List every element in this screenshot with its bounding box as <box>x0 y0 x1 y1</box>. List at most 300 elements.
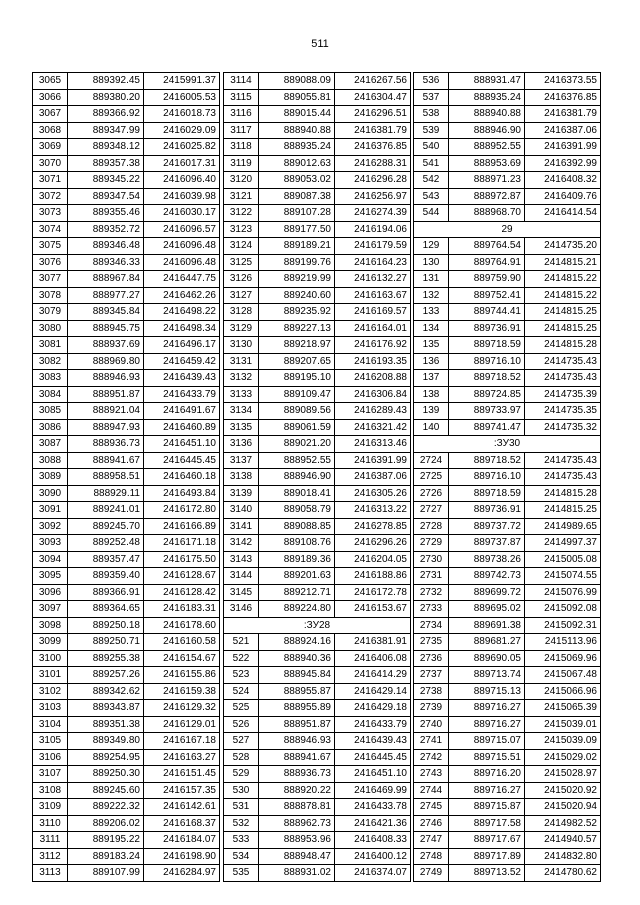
table-row <box>224 89 411 106</box>
point-number: 2725 <box>414 469 449 486</box>
y-coordinate: 2416208.88 <box>335 370 411 387</box>
table-row <box>414 419 601 436</box>
y-coordinate: 2416439.43 <box>335 733 411 750</box>
point-number: 137 <box>414 370 449 387</box>
point-number: 543 <box>414 188 449 205</box>
x-coordinate: 889219.99 <box>259 271 335 288</box>
x-coordinate: 888936.73 <box>68 436 144 453</box>
table-row <box>414 106 601 123</box>
table-row <box>33 551 220 568</box>
x-coordinate: 889681.27 <box>449 634 525 651</box>
y-coordinate: 2416188.86 <box>335 568 411 585</box>
table-row <box>33 518 220 535</box>
x-coordinate: 889352.72 <box>68 221 144 238</box>
y-coordinate: 2416128.67 <box>144 568 220 585</box>
table-row <box>33 749 220 766</box>
point-number: 541 <box>414 155 449 172</box>
y-coordinate: 2416005.53 <box>144 89 220 106</box>
y-coordinate: 2416129.01 <box>144 716 220 733</box>
point-number: 3110 <box>33 815 68 832</box>
y-coordinate: 2416128.42 <box>144 584 220 601</box>
point-number: 3130 <box>224 337 259 354</box>
point-number: 3099 <box>33 634 68 651</box>
table-row <box>224 568 411 585</box>
x-coordinate: 889195.10 <box>259 370 335 387</box>
point-number: 3086 <box>33 419 68 436</box>
point-number: 3132 <box>224 370 259 387</box>
point-number: 529 <box>224 766 259 783</box>
table-row <box>414 403 601 420</box>
y-coordinate: 2416288.31 <box>335 155 411 172</box>
table-row <box>224 485 411 502</box>
y-coordinate: 2414735.39 <box>525 386 601 403</box>
x-coordinate: 889345.84 <box>68 304 144 321</box>
table-row <box>33 287 220 304</box>
point-number: 3066 <box>33 89 68 106</box>
table-row <box>414 485 601 502</box>
table-row <box>414 139 601 156</box>
x-coordinate: 889737.72 <box>449 518 525 535</box>
table-row <box>33 271 220 288</box>
point-number: 3081 <box>33 337 68 354</box>
point-number: 3119 <box>224 155 259 172</box>
table-row <box>33 469 220 486</box>
table-row <box>224 766 411 783</box>
point-number: 524 <box>224 683 259 700</box>
point-number: 2747 <box>414 832 449 849</box>
y-coordinate: 2414815.22 <box>525 287 601 304</box>
table-row <box>33 403 220 420</box>
y-coordinate: 2416296.51 <box>335 106 411 123</box>
x-coordinate: 889718.59 <box>449 485 525 502</box>
x-coordinate: 888920.22 <box>259 782 335 799</box>
point-number: 3142 <box>224 535 259 552</box>
table-row <box>33 254 220 271</box>
y-coordinate: 2415092.08 <box>525 601 601 618</box>
y-coordinate: 2416429.14 <box>335 683 411 700</box>
y-coordinate: 2416029.09 <box>144 122 220 139</box>
point-number: 2738 <box>414 683 449 700</box>
table-row <box>414 172 601 189</box>
table-row <box>414 205 601 222</box>
x-coordinate: 889742.73 <box>449 568 525 585</box>
point-number: 521 <box>224 634 259 651</box>
table-row <box>414 601 601 618</box>
x-coordinate: 889736.91 <box>449 502 525 519</box>
x-coordinate: 889342.62 <box>68 683 144 700</box>
table-row <box>224 337 411 354</box>
x-coordinate: 888955.87 <box>259 683 335 700</box>
y-coordinate: 2416183.31 <box>144 601 220 618</box>
table-row <box>414 584 601 601</box>
table-row <box>33 601 220 618</box>
x-coordinate: 889764.91 <box>449 254 525 271</box>
table-row <box>33 832 220 849</box>
x-coordinate: 888962.73 <box>259 815 335 832</box>
point-number: 3104 <box>33 716 68 733</box>
y-coordinate: 2416445.45 <box>144 452 220 469</box>
x-coordinate: 889716.27 <box>449 700 525 717</box>
y-coordinate: 2414735.32 <box>525 419 601 436</box>
table-row <box>33 848 220 865</box>
x-coordinate: 889366.92 <box>68 106 144 123</box>
y-coordinate: 2414735.35 <box>525 403 601 420</box>
x-coordinate: 889201.63 <box>259 568 335 585</box>
x-coordinate: 889250.18 <box>68 617 144 634</box>
x-coordinate: 889695.02 <box>449 601 525 618</box>
table-row <box>224 73 411 90</box>
section-row <box>224 617 411 634</box>
x-coordinate: 889346.33 <box>68 254 144 271</box>
x-coordinate: 889252.48 <box>68 535 144 552</box>
table-row <box>414 518 601 535</box>
table-row <box>414 799 601 816</box>
y-coordinate: 2416381.91 <box>335 634 411 651</box>
y-coordinate: 2416391.99 <box>525 139 601 156</box>
point-number: 3124 <box>224 238 259 255</box>
x-coordinate: 889738.26 <box>449 551 525 568</box>
y-coordinate: 2414815.25 <box>525 304 601 321</box>
x-coordinate: 889195.22 <box>68 832 144 849</box>
y-coordinate: 2414735.43 <box>525 452 601 469</box>
coordinates-table-1 <box>32 72 220 882</box>
y-coordinate: 2416296.26 <box>335 535 411 552</box>
x-coordinate: 889227.13 <box>259 320 335 337</box>
y-coordinate: 2416462.26 <box>144 287 220 304</box>
x-coordinate: 889245.60 <box>68 782 144 799</box>
y-coordinate: 2415039.01 <box>525 716 601 733</box>
point-number: 526 <box>224 716 259 733</box>
point-number: 3080 <box>33 320 68 337</box>
y-coordinate: 2415029.02 <box>525 749 601 766</box>
y-coordinate: 2416296.28 <box>335 172 411 189</box>
y-coordinate: 2416376.85 <box>525 89 601 106</box>
table-row <box>33 617 220 634</box>
point-number: 3121 <box>224 188 259 205</box>
section-row <box>414 436 601 453</box>
table-row <box>414 848 601 865</box>
y-coordinate: 2416160.58 <box>144 634 220 651</box>
point-number: 3103 <box>33 700 68 717</box>
point-number: 2730 <box>414 551 449 568</box>
table-row <box>33 733 220 750</box>
point-number: 2724 <box>414 452 449 469</box>
x-coordinate: 888953.69 <box>449 155 525 172</box>
y-coordinate: 2416373.55 <box>525 73 601 90</box>
x-coordinate: 889255.38 <box>68 650 144 667</box>
x-coordinate: 889224.80 <box>259 601 335 618</box>
point-number: 3083 <box>33 370 68 387</box>
x-coordinate: 888935.24 <box>259 139 335 156</box>
table-row <box>224 469 411 486</box>
point-number: 3070 <box>33 155 68 172</box>
y-coordinate: 2414735.43 <box>525 353 601 370</box>
x-coordinate: 889715.51 <box>449 749 525 766</box>
x-coordinate: 889690.05 <box>449 650 525 667</box>
point-number: 2739 <box>414 700 449 717</box>
table-row <box>414 766 601 783</box>
y-coordinate: 2415069.96 <box>525 650 601 667</box>
x-coordinate: 889087.38 <box>259 188 335 205</box>
table-row <box>33 485 220 502</box>
y-coordinate: 2414780.62 <box>525 865 601 882</box>
x-coordinate: 889088.85 <box>259 518 335 535</box>
x-coordinate: 889355.46 <box>68 205 144 222</box>
table-row <box>414 320 601 337</box>
table-row <box>224 848 411 865</box>
section-label: :ЗУ30 <box>414 436 601 453</box>
point-number: 3089 <box>33 469 68 486</box>
table-row <box>414 271 601 288</box>
y-coordinate: 2416030.17 <box>144 205 220 222</box>
y-coordinate: 2415039.09 <box>525 733 601 750</box>
y-coordinate: 2416498.34 <box>144 320 220 337</box>
x-coordinate: 888971.23 <box>449 172 525 189</box>
table-row <box>33 353 220 370</box>
y-coordinate: 2416459.42 <box>144 353 220 370</box>
point-number: 3120 <box>224 172 259 189</box>
y-coordinate: 2414832.80 <box>525 848 601 865</box>
x-coordinate: 888952.55 <box>449 139 525 156</box>
point-number: 132 <box>414 287 449 304</box>
point-number: 544 <box>414 205 449 222</box>
x-coordinate: 889218.97 <box>259 337 335 354</box>
table-row <box>414 865 601 882</box>
x-coordinate: 888967.84 <box>68 271 144 288</box>
point-number: 3115 <box>224 89 259 106</box>
x-coordinate: 889744.41 <box>449 304 525 321</box>
x-coordinate: 888947.93 <box>68 419 144 436</box>
table-row <box>33 238 220 255</box>
point-number: 3107 <box>33 766 68 783</box>
point-number: 2736 <box>414 650 449 667</box>
point-number: 3122 <box>224 205 259 222</box>
point-number: 3126 <box>224 271 259 288</box>
point-number: 2740 <box>414 716 449 733</box>
y-coordinate: 2416429.18 <box>335 700 411 717</box>
x-coordinate: 888955.89 <box>259 700 335 717</box>
y-coordinate: 2416096.48 <box>144 238 220 255</box>
x-coordinate: 888948.47 <box>259 848 335 865</box>
x-coordinate: 889240.60 <box>259 287 335 304</box>
point-number: 3117 <box>224 122 259 139</box>
table-row <box>33 535 220 552</box>
table-row <box>224 601 411 618</box>
table-row <box>414 89 601 106</box>
y-coordinate: 2416169.57 <box>335 304 411 321</box>
point-number: 138 <box>414 386 449 403</box>
point-number: 3101 <box>33 667 68 684</box>
point-number: 135 <box>414 337 449 354</box>
table-row <box>33 568 220 585</box>
y-coordinate: 2416460.18 <box>144 469 220 486</box>
point-number: 3094 <box>33 551 68 568</box>
point-number: 3116 <box>224 106 259 123</box>
y-coordinate: 2416284.97 <box>144 865 220 882</box>
x-coordinate: 889713.74 <box>449 667 525 684</box>
point-number: 522 <box>224 650 259 667</box>
table-row <box>33 73 220 90</box>
y-coordinate: 2416460.89 <box>144 419 220 436</box>
y-coordinate: 2416313.46 <box>335 436 411 453</box>
x-coordinate: 888945.75 <box>68 320 144 337</box>
x-coordinate: 889257.26 <box>68 667 144 684</box>
y-coordinate: 2416381.79 <box>335 122 411 139</box>
table-row <box>224 650 411 667</box>
point-number: 540 <box>414 139 449 156</box>
table-row <box>414 188 601 205</box>
x-coordinate: 888931.02 <box>259 865 335 882</box>
x-coordinate: 889716.10 <box>449 353 525 370</box>
table-row <box>224 584 411 601</box>
table-row <box>414 73 601 90</box>
table-row <box>33 304 220 321</box>
x-coordinate: 889089.56 <box>259 403 335 420</box>
point-number: 2727 <box>414 502 449 519</box>
x-coordinate: 889359.40 <box>68 568 144 585</box>
point-number: 3096 <box>33 584 68 601</box>
table-row <box>414 238 601 255</box>
table-row <box>224 353 411 370</box>
x-coordinate: 888878.81 <box>259 799 335 816</box>
y-coordinate: 2415065.39 <box>525 700 601 717</box>
x-coordinate: 889018.41 <box>259 485 335 502</box>
y-coordinate: 2416387.06 <box>335 469 411 486</box>
point-number: 2744 <box>414 782 449 799</box>
section-row <box>414 221 601 238</box>
point-number: 3133 <box>224 386 259 403</box>
y-coordinate: 2416132.27 <box>335 271 411 288</box>
point-number: 3065 <box>33 73 68 90</box>
x-coordinate: 889724.85 <box>449 386 525 403</box>
point-number: 534 <box>224 848 259 865</box>
y-coordinate: 2416414.29 <box>335 667 411 684</box>
x-coordinate: 888937.69 <box>68 337 144 354</box>
table-row <box>33 89 220 106</box>
y-coordinate: 2416193.35 <box>335 353 411 370</box>
x-coordinate: 888951.87 <box>68 386 144 403</box>
point-number: 3102 <box>33 683 68 700</box>
point-number: 537 <box>414 89 449 106</box>
y-coordinate: 2416151.45 <box>144 766 220 783</box>
point-number: 3084 <box>33 386 68 403</box>
y-coordinate: 2416433.79 <box>335 716 411 733</box>
x-coordinate: 889718.59 <box>449 337 525 354</box>
x-coordinate: 889348.12 <box>68 139 144 156</box>
y-coordinate: 2416278.85 <box>335 518 411 535</box>
table-row <box>33 634 220 651</box>
x-coordinate: 889015.44 <box>259 106 335 123</box>
y-coordinate: 2416166.89 <box>144 518 220 535</box>
table-row <box>33 188 220 205</box>
x-coordinate: 889715.13 <box>449 683 525 700</box>
point-number: 3105 <box>33 733 68 750</box>
y-coordinate: 2416445.45 <box>335 749 411 766</box>
point-number: 3145 <box>224 584 259 601</box>
table-row <box>224 716 411 733</box>
y-coordinate: 2416321.42 <box>335 419 411 436</box>
x-coordinate: 889235.92 <box>259 304 335 321</box>
point-number: 532 <box>224 815 259 832</box>
point-number: 3125 <box>224 254 259 271</box>
x-coordinate: 889357.47 <box>68 551 144 568</box>
y-coordinate: 2416496.17 <box>144 337 220 354</box>
coordinates-table-2 <box>223 72 411 882</box>
page-number: 511 <box>311 38 329 50</box>
y-coordinate: 2416164.01 <box>335 320 411 337</box>
y-coordinate: 2416493.84 <box>144 485 220 502</box>
table-row <box>224 865 411 882</box>
point-number: 3078 <box>33 287 68 304</box>
x-coordinate: 888924.16 <box>259 634 335 651</box>
coordinates-table-3 <box>413 72 601 882</box>
y-coordinate: 2414989.65 <box>525 518 601 535</box>
x-coordinate: 889718.52 <box>449 452 525 469</box>
x-coordinate: 889245.70 <box>68 518 144 535</box>
table-row <box>33 106 220 123</box>
point-number: 131 <box>414 271 449 288</box>
x-coordinate: 888946.93 <box>259 733 335 750</box>
y-coordinate: 2416376.85 <box>335 139 411 156</box>
point-number: 3123 <box>224 221 259 238</box>
point-number: 133 <box>414 304 449 321</box>
table-row <box>33 700 220 717</box>
y-coordinate: 2414940.57 <box>525 832 601 849</box>
table-row <box>33 782 220 799</box>
table-row <box>33 370 220 387</box>
table-row <box>414 716 601 733</box>
point-number: 3108 <box>33 782 68 799</box>
table-row <box>224 700 411 717</box>
table-row <box>414 502 601 519</box>
y-coordinate: 2416433.79 <box>144 386 220 403</box>
x-coordinate: 889345.22 <box>68 172 144 189</box>
point-number: 3075 <box>33 238 68 255</box>
table-row <box>224 139 411 156</box>
y-coordinate: 2416305.26 <box>335 485 411 502</box>
table-row <box>414 832 601 849</box>
table-row <box>33 865 220 882</box>
point-number: 2726 <box>414 485 449 502</box>
x-coordinate: 889250.30 <box>68 766 144 783</box>
point-number: 2742 <box>414 749 449 766</box>
x-coordinate: 889366.91 <box>68 584 144 601</box>
y-coordinate: 2416167.18 <box>144 733 220 750</box>
x-coordinate: 889088.09 <box>259 73 335 90</box>
point-number: 3100 <box>33 650 68 667</box>
x-coordinate: 889021.20 <box>259 436 335 453</box>
table-row <box>33 766 220 783</box>
table-row <box>224 815 411 832</box>
point-number: 3137 <box>224 452 259 469</box>
point-number: 3114 <box>224 73 259 90</box>
x-coordinate: 888921.04 <box>68 403 144 420</box>
y-coordinate: 2415076.99 <box>525 584 601 601</box>
table-row <box>414 353 601 370</box>
table-row <box>33 683 220 700</box>
x-coordinate: 889107.99 <box>68 865 144 882</box>
table-row <box>224 254 411 271</box>
point-number: 2748 <box>414 848 449 865</box>
x-coordinate: 889380.20 <box>68 89 144 106</box>
point-number: 3077 <box>33 271 68 288</box>
table-row <box>33 815 220 832</box>
point-number: 523 <box>224 667 259 684</box>
table-row <box>224 452 411 469</box>
y-coordinate: 2415066.96 <box>525 683 601 700</box>
table-row <box>224 320 411 337</box>
y-coordinate: 2416469.99 <box>335 782 411 799</box>
